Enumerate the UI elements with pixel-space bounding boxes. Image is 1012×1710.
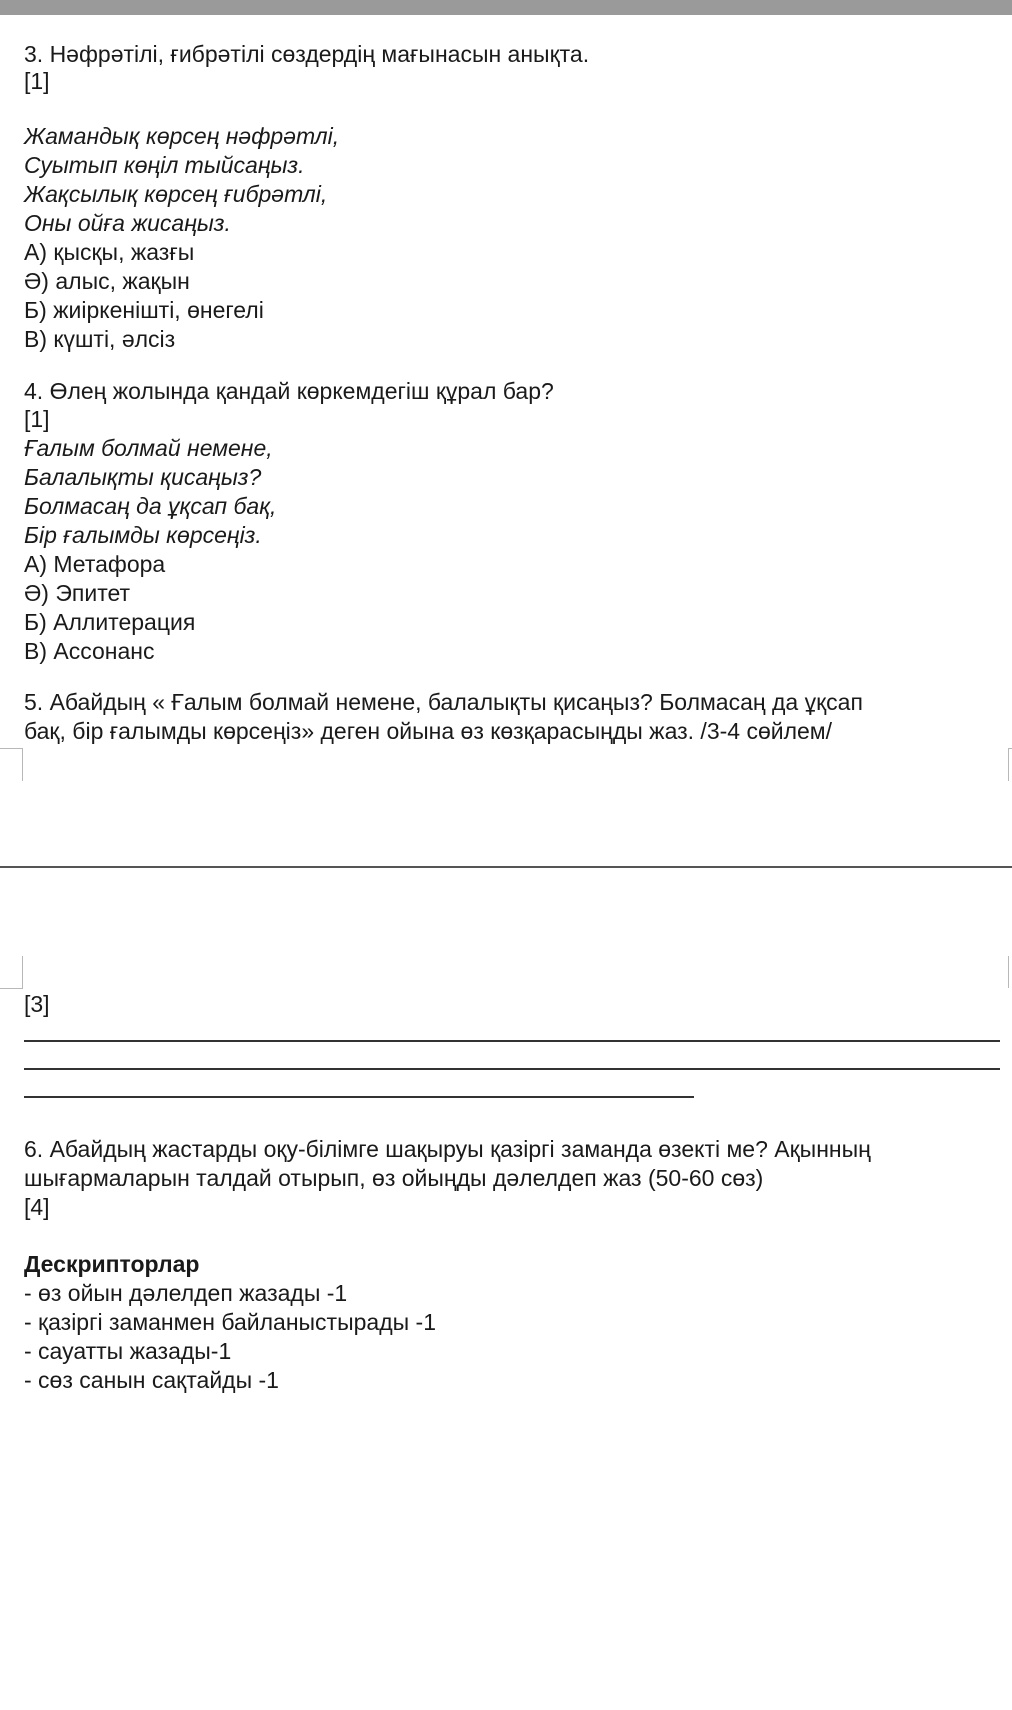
q3-option-ae: Ә) алыс, жақын (24, 268, 190, 294)
q4-poem-line: Ғалым болмай немене, (24, 435, 273, 461)
q6-question-line: 6. Абайдың жастарды оқу-білімге шақыруы қазіргі заманда өзекті ме? Ақынның (24, 1136, 871, 1162)
q6-question-line: шығармаларын талдай отырып, өз ойыңды дәлелдеп жаз (50-60 сөз) (24, 1165, 764, 1191)
q5-question-line: 5. Абайдың « Ғалым болмай немене, балалықты қисаңыз? Болмасаң да ұқсап (24, 689, 863, 715)
q6-score: [4] (24, 1194, 50, 1220)
descriptor-item: - қазіргі заманмен байланыстырады -1 (24, 1309, 436, 1335)
q4-option-a: А) Метафора (24, 551, 166, 577)
q3-poem-line: Жақсылық көрсең ғибрәтлі, (24, 181, 328, 207)
crop-mark-bottom-right (1008, 956, 1012, 988)
q3-option-v: В) күшті, әлсіз (24, 326, 176, 352)
q5-question-line: бақ, бір ғалымды көрсеңіз» деген ойына өз көзқарасыңды жаз. /3-4 сөйлем/ (24, 718, 832, 744)
descriptor-item: - сөз санын сақтайды -1 (24, 1367, 279, 1393)
q4-poem-line: Болмасаң да ұқсап бақ, (24, 493, 277, 519)
descriptor-item: - сауатты жазады-1 (24, 1338, 232, 1364)
q4-score: [1] (24, 406, 50, 432)
answer-line[interactable] (24, 1068, 1000, 1070)
page-divider (0, 866, 1012, 868)
top-bar (0, 0, 1012, 15)
descriptors-title: Дескрипторлар (24, 1251, 200, 1277)
q4-poem-line: Бір ғалымды көрсеңіз. (24, 522, 262, 548)
q4-option-ae: Ә) Эпитет (24, 580, 131, 606)
answer-line[interactable] (24, 1040, 1000, 1042)
q4-question: 4. Өлең жолында қандай көркемдегіш құрал бар? (24, 378, 554, 404)
crop-mark-top-right (1008, 748, 1012, 781)
q3-option-a: А) қысқы, жазғы (24, 239, 195, 265)
q4-option-v: В) Ассонанс (24, 638, 155, 664)
crop-mark-bottom-left (0, 956, 23, 989)
descriptor-item: - өз ойын дәлелдеп жазады -1 (24, 1280, 348, 1306)
q4-poem-line: Балалықты қисаңыз? (24, 464, 262, 490)
q3-poem-line: Оны ойға жисаңыз. (24, 210, 231, 236)
q5-score: [3] (24, 991, 50, 1017)
q3-poem-line: Суытып көңіл тыйсаңыз. (24, 152, 305, 178)
crop-mark-top-left (0, 748, 23, 781)
q4-option-b: Б) Аллитерация (24, 609, 196, 635)
q3-question: 3. Нәфрәтілі, ғибрәтілі сөздердің мағынасын анықта. (24, 41, 590, 67)
q3-score: [1] (24, 68, 50, 94)
answer-line[interactable] (24, 1096, 694, 1098)
q3-option-b: Б) жиіркеніштi, өнегелі (24, 297, 264, 323)
q3-poem-line: Жамандық көрсең нәфрәтлі, (24, 123, 340, 149)
